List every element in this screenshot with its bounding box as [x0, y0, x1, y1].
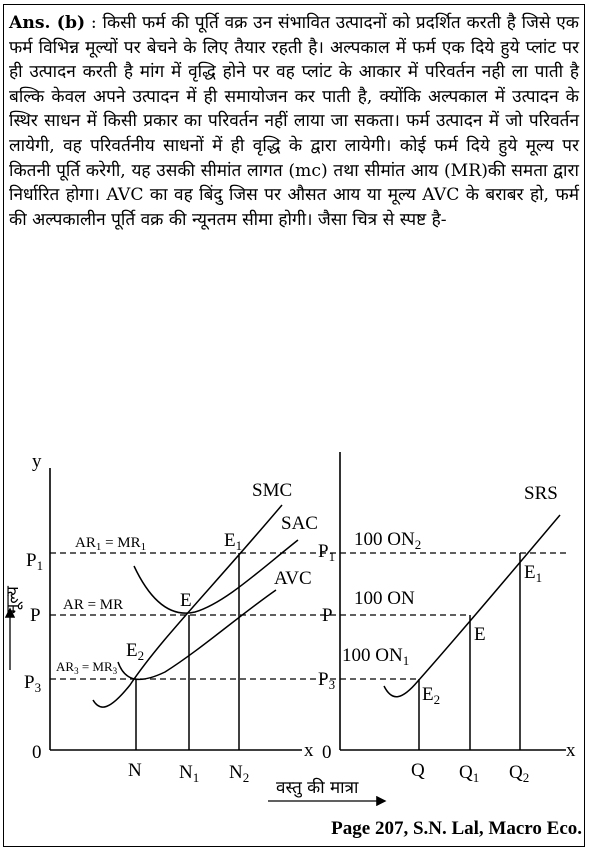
source-footer: Page 207, S.N. Lal, Macro Eco.	[331, 818, 582, 839]
on-label: 100 ON	[354, 588, 415, 609]
y-axis-title: मूल्य	[3, 586, 23, 614]
left-x-label: x	[304, 740, 314, 761]
left-y-label: y	[32, 451, 42, 472]
right-p-label: P	[322, 605, 333, 626]
answer-prefix: Ans. (b)	[9, 13, 86, 33]
avc-label: AVC	[274, 568, 312, 589]
right-e2-label: $E_2$	[422, 684, 441, 707]
q2-label: $Q_2$	[509, 762, 530, 785]
n1-label: $N_1$	[179, 762, 200, 785]
ar-mr-label: AR = MR	[63, 597, 124, 613]
n-label: N	[128, 760, 142, 781]
n2-label: $N_2$	[229, 762, 250, 785]
right-p3-label: $P_3$	[318, 669, 336, 692]
on1-label: 100 $ON_1$	[342, 645, 410, 668]
left-e1-label: $E_1$	[224, 530, 243, 553]
q-label: Q	[411, 760, 425, 781]
sac-label: SAC	[281, 513, 318, 534]
left-p-label: P	[30, 605, 41, 626]
ar3-mr3-label: $AR_3 = MR_3$	[56, 659, 118, 676]
left-origin: 0	[32, 742, 42, 763]
right-diagram	[318, 452, 576, 785]
smc-label: SMC	[252, 480, 293, 501]
right-e-label: E	[474, 624, 486, 645]
left-p3-label: $P_3$	[24, 672, 42, 695]
left-e2-label: $E_2$	[126, 640, 145, 663]
right-p1-label: $P_1$	[318, 541, 336, 564]
q1-label: $Q_1$	[459, 762, 480, 785]
right-origin: 0	[322, 742, 332, 763]
answer-paragraph: : किसी फर्म की पूर्ति वक्र उन संभावित उत्पादनों को प्रदर्शित करती है जिसे एक फर्म विभिन्न मूल्यों पर बेचने के लिए तैयार रहती है। अल्पकाल में फर्म एक दिये हुये प्लांट पर ही उत्पादन करती है मांग में वृद्धि होने पर वह प्लांट के आकार में परिवर्तन नही ला पाती है बल्कि केवल अपने उत्पादन में ही समायोजन कर पाती है, क्योंकि अल्पकाल में उत्पादन के स्थिर साधन में किसी प्रकार का परिवर्तन नहीं लाया जा सकता। फर्म उत्पादन में जो परिवर्तन लायेगी, वह परिवर्तनीय साधनों में ही वृद्धि के द्वारा लायेगी। कोई फर्म दिये हुये मूल्य पर कितनी पूर्ति करेगी, यह उसकी सीमांत लागत (mc) तथा सीमांत आय (MR)की समता द्वारा निर्धारित होगा। AVC का वह बिंदु जिस पर औसत आय या मूल्य AVC के बराबर हो, फर्म की अल्पकालीन पूर्ति वक्र की न्यूनतम सीमा होगी। जैसा चित्र से स्पष्ट है-	[9, 13, 580, 230]
right-e1-label: $E_1$	[524, 562, 543, 585]
left-p1-label: $P_1$	[26, 550, 44, 573]
right-x-label: x	[566, 740, 576, 761]
left-e-label: E	[180, 590, 192, 611]
x-axis-title: वस्तु की मात्रा	[276, 778, 359, 798]
ar1-mr1-label: $AR_1 = MR_1$	[75, 535, 147, 553]
on2-label: 100 $ON_2$	[354, 529, 422, 552]
srs-label: SRS	[524, 483, 558, 504]
